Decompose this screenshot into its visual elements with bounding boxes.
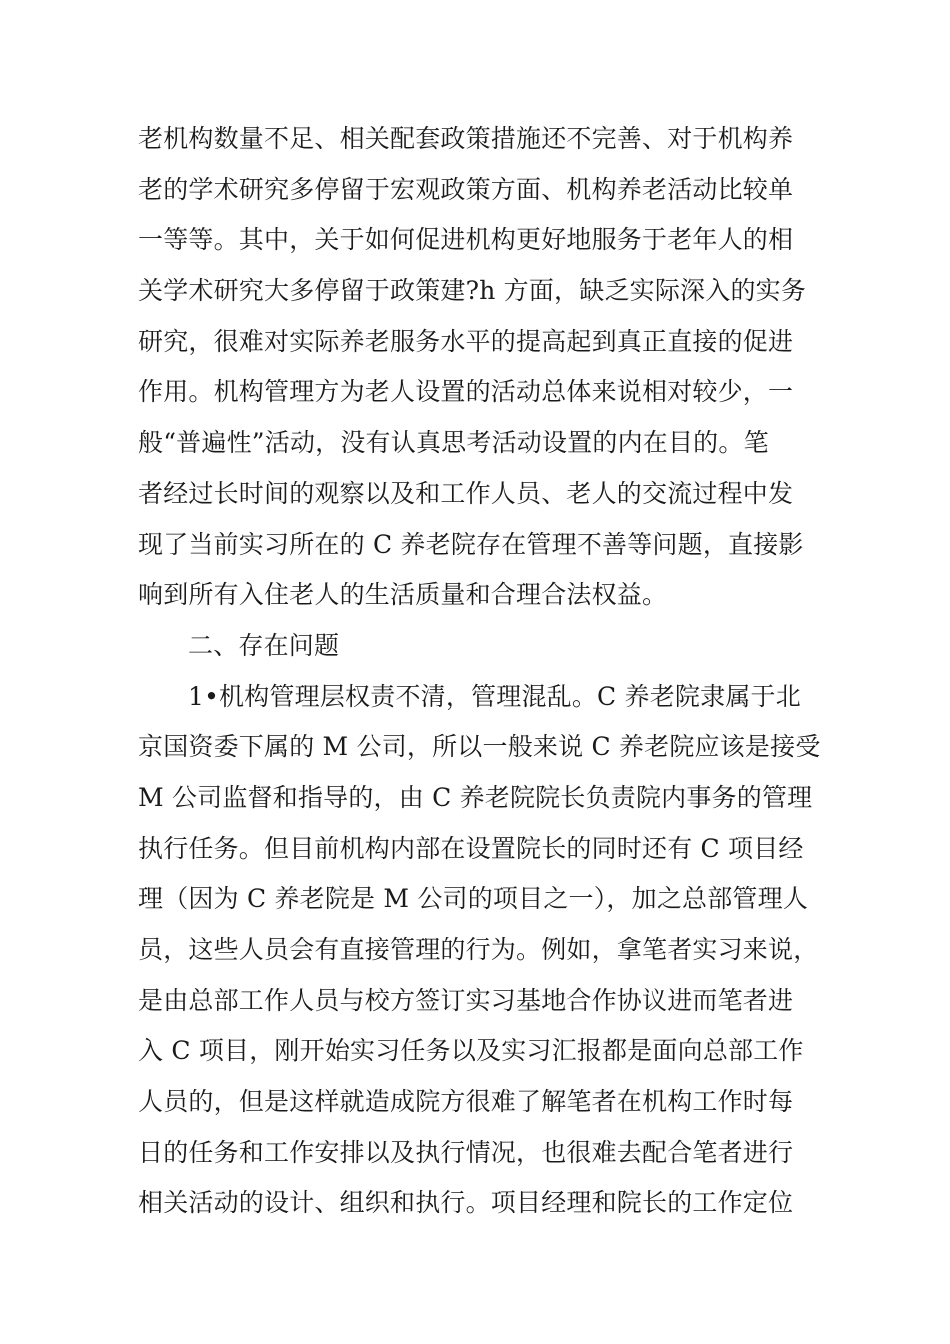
text-line: 相关活动的设计、组织和执行。项目经理和院长的工作定位	[138, 1188, 794, 1218]
text-line: 关学术研究大多停留于政策建?h 方面，缺乏实际深入的实务	[138, 276, 807, 306]
text-line: 理（因为 C 养老院是 M 公司的项目之一），加之总部管理人	[138, 884, 809, 914]
text-line: 是由总部工作人员与校方签订实习基地合作协议进而笔者进	[138, 985, 794, 1015]
text-line: 者经过长时间的观察以及和工作人员、老人的交流过程中发	[138, 478, 794, 508]
text-line: 人员的，但是这样就造成院方很难了解笔者在机构工作时每	[138, 1087, 794, 1117]
text-line: 日的任务和工作安排以及执行情况，也很难去配合笔者进行	[138, 1137, 794, 1167]
text-line: 员，这些人员会有直接管理的行为。例如，拿笔者实习来说，	[138, 935, 819, 964]
text-line: 京国资委下属的 M 公司，所以一般来说 C 养老院应该是接受	[138, 732, 821, 762]
section-heading: 二、存在问题	[188, 630, 340, 660]
text-line: 一等等。其中，关于如何促进机构更好地服务于老年人的相	[138, 225, 794, 255]
text-line: 老的学术研究多停留于宏观政策方面、机构养老活动比较单	[138, 174, 794, 204]
text-line: 入 C 项目，刚开始实习任务以及实习汇报都是面向总部工作	[138, 1036, 804, 1066]
text-line: 执行任务。但目前机构内部在设置院长的同时还有 C 项目经	[138, 833, 804, 863]
text-line: M 公司监督和指导的，由 C 养老院院长负责院内事务的管理	[138, 782, 813, 812]
text-line: 般“普遍性”活动，没有认真思考活动设置的内在目的。笔	[138, 428, 769, 458]
text-line: 响到所有入住老人的生活质量和合理合法权益。	[138, 580, 668, 610]
body-text	[138, 114, 828, 1229]
text-line: 现了当前实习所在的 C 养老院存在管理不善等问题，直接影	[138, 529, 804, 559]
text-line: 研究，很难对实际养老服务水平的提高起到真正直接的促进	[138, 326, 794, 356]
text-line: 作用。机构管理方为老人设置的活动总体来说相对较少，一	[138, 377, 794, 407]
text-line: 1•机构管理层权责不清，管理混乱。C 养老院隶属于北	[188, 681, 801, 711]
text-line: 老机构数量不足、相关配套政策措施还不完善、对于机构养	[138, 124, 794, 153]
